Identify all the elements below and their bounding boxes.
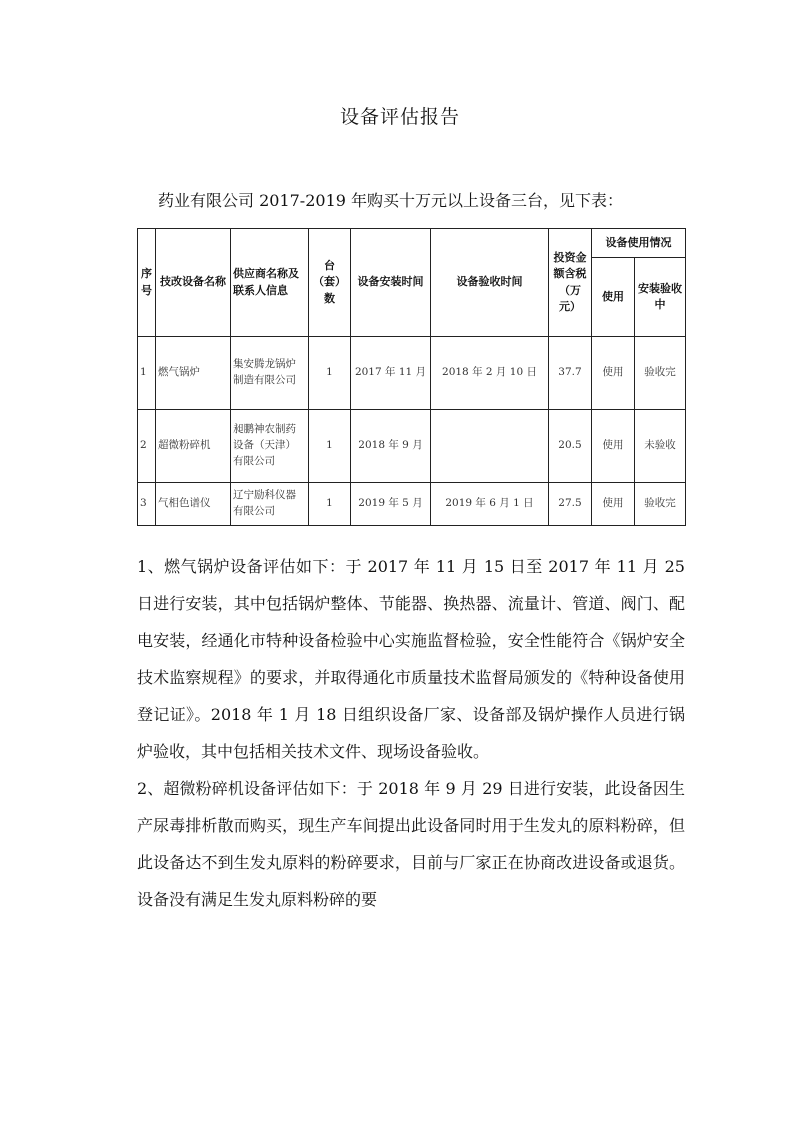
cell-accept-status: 未验收: [635, 410, 686, 483]
report-body: [137, 548, 685, 918]
cell-seq: 2: [138, 410, 156, 483]
table-row: [138, 410, 686, 483]
cell-accept-status: 验收完: [635, 337, 686, 410]
cell-usage: 使用: [592, 410, 635, 483]
header-install-time: 设备安装时间: [351, 229, 431, 337]
cell-name: 燃气锅炉: [156, 337, 231, 410]
header-supplier: 供应商名称及联系人信息: [231, 229, 309, 337]
cell-install-time: 2017 年 11 月: [351, 337, 431, 410]
cell-qty: 1: [309, 410, 351, 483]
cell-supplier: 集安腾龙锅炉制造有限公司: [231, 337, 309, 410]
cell-accept-status: 验收完: [635, 483, 686, 526]
header-qty: 台（套）数: [309, 229, 351, 337]
cell-supplier: 昶鹏神农制药设备（天津）有限公司: [231, 410, 309, 483]
table-header-row: [138, 229, 686, 258]
cell-qty: 1: [309, 337, 351, 410]
header-usage: 使用: [592, 258, 635, 337]
cell-name: 气相色谱仪: [156, 483, 231, 526]
cell-usage: 使用: [592, 337, 635, 410]
cell-supplier: 辽宁励科仪器有限公司: [231, 483, 309, 526]
cell-seq: 3: [138, 483, 156, 526]
table-row: [138, 483, 686, 526]
equipment-table: [137, 228, 686, 526]
paragraph-boiler: 1、燃气锅炉设备评估如下：于 2017 年 11 月 15 日至 2017 年 11 月 25 日进行安装，其中包括锅炉整体、节能器、换热器、流量计、管道、阀门、配电安装，经通化市特种设备检验中心实施监督检验，安全性能符合《锅炉安全技术监察规程》的要求，并取得通化市质量技术监督局颁发的《特种设备使用登记证》。2018 年 1 月 18 日组织设备厂家、设备部及锅炉操作人员进行锅炉验收，其中包括相关技术文件、现场设备验收。: [137, 557, 685, 761]
header-amount: 投资金额含税（万元）: [549, 229, 592, 337]
intro-text: 药业有限公司 2017-2019 年购买十万元以上设备三台，见下表：: [158, 191, 624, 210]
cell-amount: 20.5: [549, 410, 592, 483]
cell-amount: 37.7: [549, 337, 592, 410]
cell-amount: 27.5: [549, 483, 592, 526]
page-title: 设备评估报告: [339, 106, 460, 128]
cell-seq: 1: [138, 337, 156, 410]
cell-accept-time: [431, 410, 549, 483]
cell-qty: 1: [309, 483, 351, 526]
cell-accept-time: 2018 年 2 月 10 日: [431, 337, 549, 410]
cell-name: 超微粉碎机: [156, 410, 231, 483]
cell-accept-time: 2019 年 6 月 1 日: [431, 483, 549, 526]
cell-usage: 使用: [592, 483, 635, 526]
header-name: 技改设备名称: [156, 229, 231, 337]
cell-install-time: 2018 年 9 月: [351, 410, 431, 483]
header-usage-group: 设备使用情况: [592, 229, 686, 258]
table-row: [138, 337, 686, 410]
header-accept-time: 设备验收时间: [431, 229, 549, 337]
header-seq: 序号: [138, 229, 156, 337]
paragraph-pulverizer: 2、超微粉碎机设备评估如下：于 2018 年 9 月 29 日进行安装，此设备因生产尿毒排析散而购买，现生产车间提出此设备同时用于生发丸的原料粉碎，但此设备达不到生发丸原料的粉碎要求，目前与厂家正在协商改进设备或退货。设备没有满足生发丸原料粉碎的要: [137, 779, 685, 909]
header-accept-status: 安装验收中: [635, 258, 686, 337]
cell-install-time: 2019 年 5 月: [351, 483, 431, 526]
